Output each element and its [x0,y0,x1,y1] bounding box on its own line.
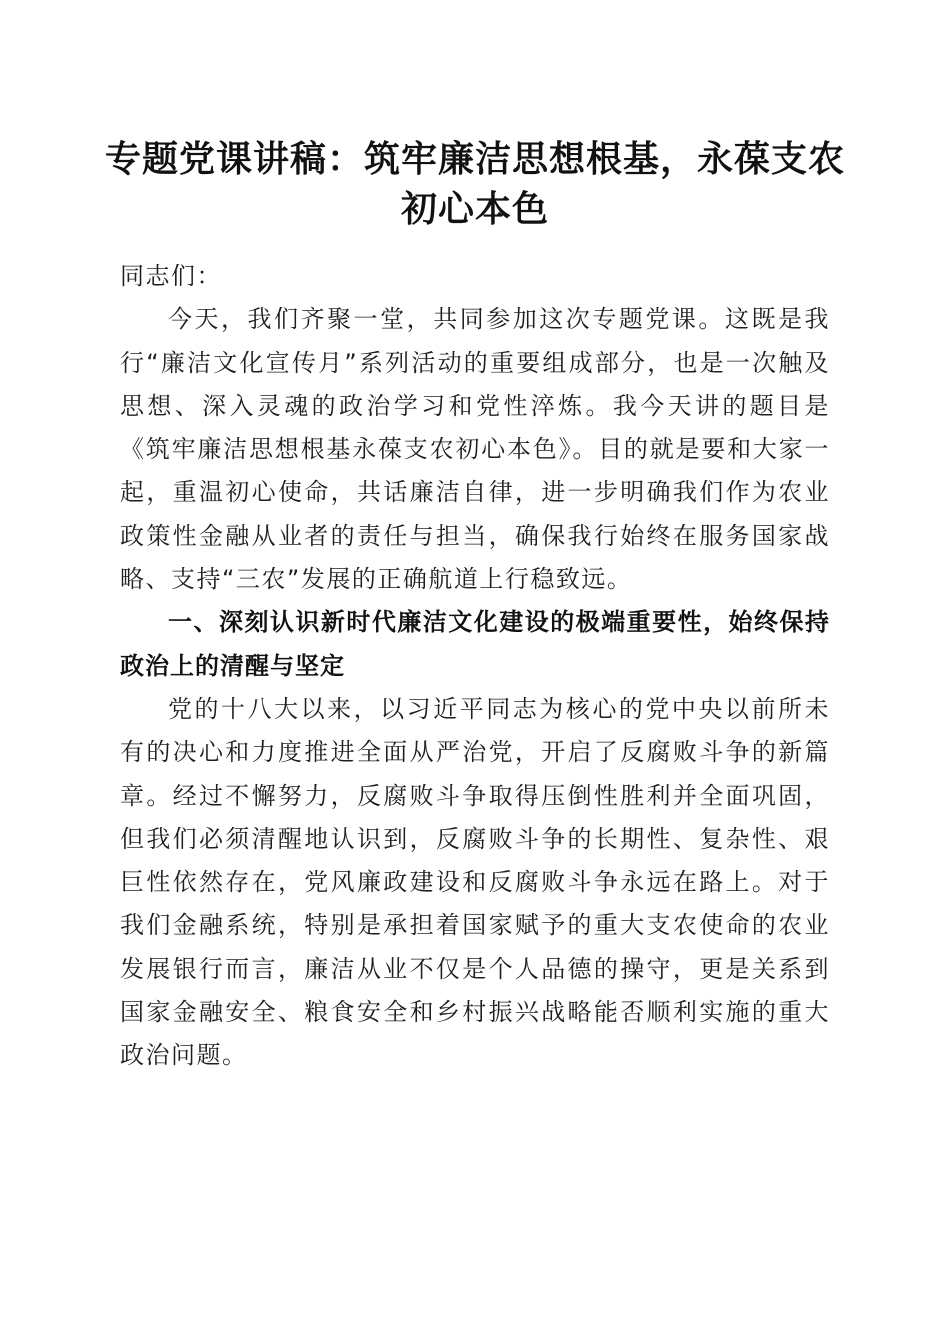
section-1-paragraph: 党的十八大以来，以习近平同志为核心的党中央以前所未有的决心和力度推进全面从严治党，开启了反腐败斗争的新篇章。经过不懈努力，反腐败斗争取得压倒性胜利并全面巩固，但我们必须清醒地认识到，反腐败斗争的长期性、复杂性、艰巨性依然存在，党风廉政建设和反腐败斗争永远在路上。对于我们金融系统，特别是承担着国家赋予的重大支农使命的农业发展银行而言，廉洁从业不仅是个人品德的操守，更是关系到国家金融安全、粮食安全和乡村振兴战略能否顺利实施的重大政治问题。 [120,694,830,1070]
section-1-heading: 一、深刻认识新时代廉洁文化建设的极端重要性，始终保持政治上的清醒与坚定 [120,608,830,680]
intro-paragraph: 今天，我们齐聚一堂，共同参加这次专题党课。这既是我行“廉洁文化宣传月”系列活动的重要组成部分，也是一次触及思想、深入灵魂的政治学习和党性淬炼。我今天讲的题目是《筑牢廉洁思想根基永葆支农初心本色》。目的就是要和大家一起，重温初心使命，共话廉洁自律，进一步明确我们作为农业政策性金融从业者的责任与担当，确保我行始终在服务国家战略、支持“三农”发展的正确航道上行稳致远。 [120,305,830,594]
document-body [120,255,830,1078]
document-title: 专题党课讲稿：筑牢廉洁思想根基，永葆支农初心本色 [104,138,845,230]
salutation: 同志们： [120,262,222,290]
